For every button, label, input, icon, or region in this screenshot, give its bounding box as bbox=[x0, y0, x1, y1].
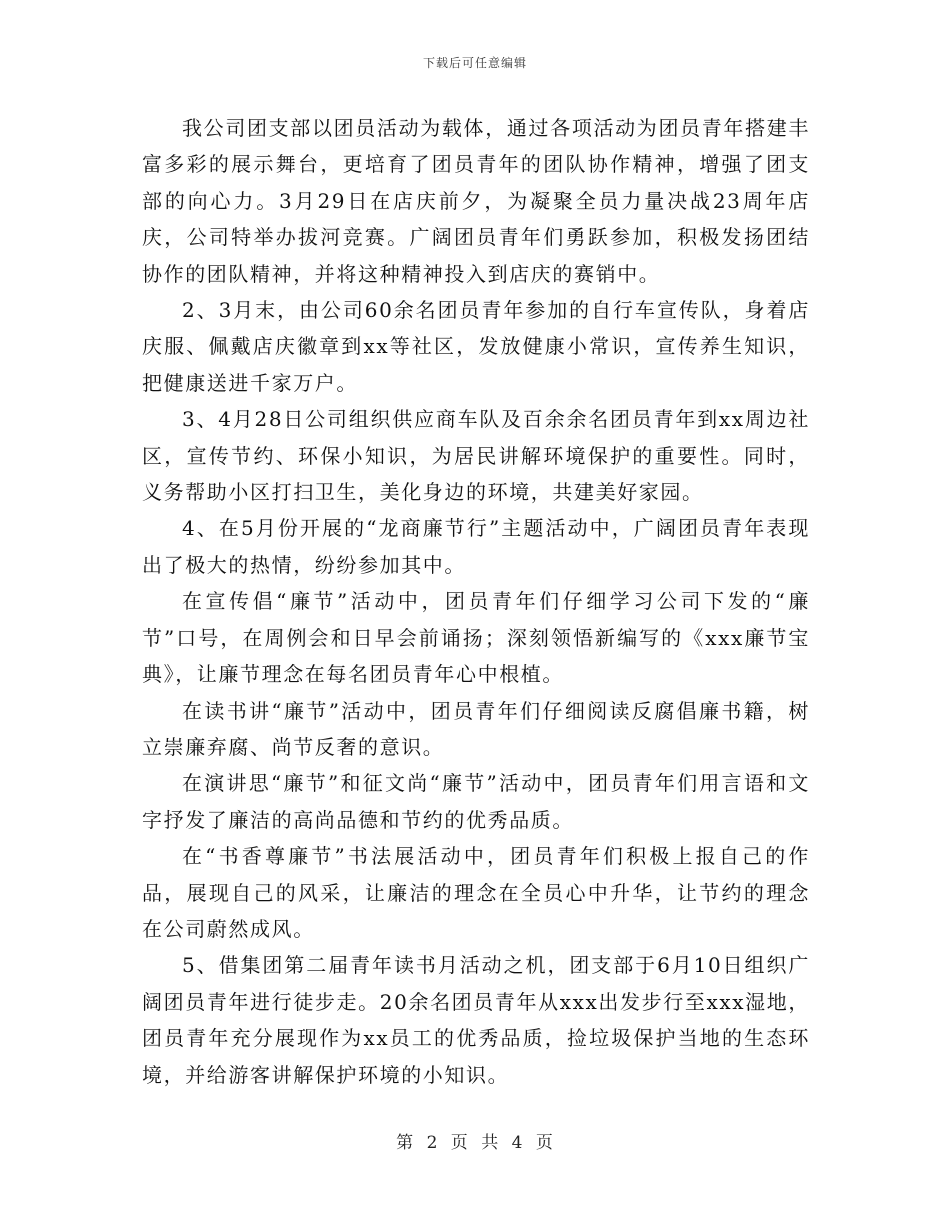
paragraph: 在读书讲“廉节”活动中，团员青年们仔细阅读反腐倡廉书籍，树立崇廉弃腐、尚节反奢的意识。 bbox=[142, 698, 810, 759]
paragraph: 在宣传倡“廉节”活动中，团员青年们仔细学习公司下发的“廉节”口号，在周例会和日早会前诵扬；深刻领悟新编写的《xxx廉节宝典》，让廉节理念在每名团员青年心中根植。 bbox=[142, 589, 810, 687]
page-footer: 第 2 页 共 4 页 bbox=[396, 1133, 554, 1153]
paragraph: 在演讲思“廉节”和征文尚“廉节”活动中，团员青年们用言语和文字抒发了廉洁的高尚品德和节约的优秀品质。 bbox=[142, 771, 810, 832]
body-content bbox=[142, 110, 810, 1093]
page-header: 下载后可任意编辑 bbox=[422, 56, 527, 70]
paragraph: 4、在5月份开展的“龙商廉节行”主题活动中，广阔团员青年表现出了极大的热情，纷纷参加其中。 bbox=[142, 516, 810, 577]
paragraph: 5、借集团第二届青年读书月活动之机，团支部于6月10日组织广阔团员青年进行徒步走。20余名团员青年从xxx出发步行至xxx湿地，团员青年充分展现作为xx员工的优秀品质，捡垃圾保护当地的生态环境，并给游客讲解保护环境的小知识。 bbox=[142, 953, 810, 1087]
paragraph: 在“书香尊廉节”书法展活动中，团员青年们积极上报自己的作品，展现自己的风采，让廉洁的理念在全员心中升华，让节约的理念在公司蔚然成风。 bbox=[142, 844, 810, 941]
paragraph: 2、3月末，由公司60余名团员青年参加的自行车宣传队，身着店庆服、佩戴店庆徽章到xx等社区，发放健康小常识，宣传养生知识，把健康送进千家万户。 bbox=[142, 298, 810, 395]
paragraph: 我公司团支部以团员活动为载体，通过各项活动为团员青年搭建丰富多彩的展示舞台，更培育了团员青年的团队协作精神，增强了团支部的向心力。3月29日在店庆前夕，为凝聚全员力量决战23周年店庆，公司特举办拔河竞赛。广阔团员青年们勇跃参加，积极发扬团结协作的团队精神，并将这种精神投入到店庆的赛销中。 bbox=[142, 116, 810, 286]
paragraph: 3、4月28日公司组织供应商车队及百余余名团员青年到xx周边社区，宣传节约、环保小知识，为居民讲解环境保护的重要性。同时，义务帮助小区打扫卫生，美化身边的环境，共建美好家园。 bbox=[142, 407, 810, 505]
